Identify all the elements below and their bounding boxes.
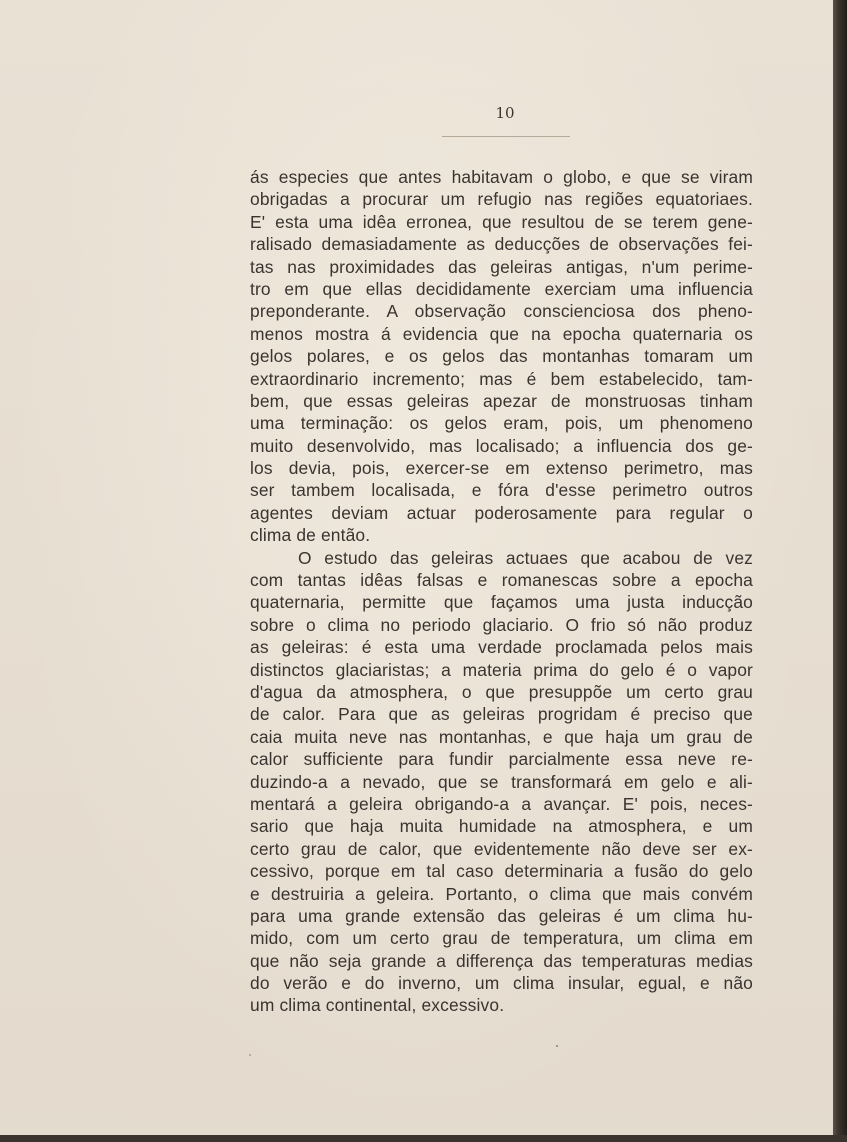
text-line: menos mostra á evidencia que na epocha quaternaria os — [250, 323, 753, 344]
text-line: as geleiras: é esta uma verdade proclamada pelos mais — [250, 637, 753, 658]
text-line: que não seja grande a differença das temperaturas medias — [250, 950, 753, 971]
text-line: distinctos glaciaristas; a materia prima do gelo é o vapor — [250, 659, 753, 680]
text-line: certo grau de calor, que evidentemente não deve ser ex- — [250, 838, 753, 859]
paragraph-1 — [250, 166, 753, 547]
text-line: muito desenvolvido, mas localisado; a influencia dos ge- — [250, 435, 753, 456]
text-line: preponderante. A observação conscienciosa dos pheno- — [250, 301, 753, 322]
text-line: caia muita neve nas montanhas, e que haja um grau de — [250, 726, 753, 747]
text-line: de calor. Para que as geleiras progridam é preciso que — [250, 704, 753, 725]
text-line: los devia, pois, exercer-se em extenso perimetro, mas — [250, 458, 753, 479]
text-line: e destruiria a geleira. Portanto, o clima que mais convém — [250, 883, 753, 904]
text-line: um clima continental, excessivo. — [250, 995, 505, 1016]
text-line: mentará a geleira obrigando-a a avançar. E' pois, neces- — [250, 793, 753, 814]
text-line: calor sufficiente para fundir parcialmente essa neve re- — [250, 749, 753, 770]
text-line: mido, com um certo grau de temperatura, um clima em — [250, 928, 753, 949]
text-line: uma terminação: os gelos eram, pois, um phenomeno — [250, 413, 753, 434]
page-number: 10 — [495, 104, 515, 122]
text-line: cessivo, porque em tal caso determinaria a fusão do gelo — [250, 861, 753, 882]
text-line: duzindo-a a nevado, que se transformará em gelo e ali- — [250, 771, 753, 792]
text-line: do verão e do inverno, um clima insular, egual, e não — [250, 973, 753, 994]
paragraph-2 — [250, 547, 753, 1017]
text-line: d'agua da atmosphera, o que presuppõe um certo grau — [250, 681, 753, 702]
paper-speck — [249, 1054, 251, 1056]
body-text — [250, 166, 753, 1017]
text-line: gelos polares, e os gelos das montanhas tomaram um — [250, 346, 753, 367]
page-bottom-edge — [0, 1135, 847, 1142]
page-edge — [833, 0, 847, 1142]
header-rule — [442, 136, 570, 137]
text-line: tro em que ellas decididamente exerciam uma influencia — [250, 278, 753, 299]
text-line: ralisado demasiadamente as deducções de observações fei- — [250, 234, 753, 255]
text-line: E' esta uma idêa erronea, que resultou de se terem gene- — [250, 211, 753, 232]
text-line: bem, que essas geleiras apezar de monstruosas tinham — [250, 390, 753, 411]
text-line: para uma grande extensão das geleiras é um clima hu- — [250, 905, 753, 926]
text-line: ser tambem localisada, e fóra d'esse perimetro outros — [250, 480, 753, 501]
text-line: obrigadas a procurar um refugio nas regiões equatoriaes. — [250, 189, 753, 210]
text-line: tas nas proximidades das geleiras antigas, n'um perime- — [250, 256, 753, 277]
text-line: ás especies que antes habitavam o globo, e que se viram — [250, 167, 753, 187]
text-line: extraordinario incremento; mas é bem estabelecido, tam- — [250, 368, 753, 389]
text-line: sobre o clima no periodo glaciario. O frio só não produz — [250, 614, 753, 635]
text-line: quaternaria, permitte que façamos uma justa inducção — [250, 592, 753, 613]
text-line: O estudo das geleiras actuaes que acabou de vez — [298, 547, 753, 568]
text-line: agentes deviam actuar poderosamente para regular o — [250, 502, 753, 523]
text-line: com tantas idêas falsas e romanescas sobre a epocha — [250, 570, 753, 591]
text-line: sario que haja muita humidade na atmosphera, e um — [250, 816, 753, 837]
paper-speck — [556, 1045, 558, 1047]
text-line: clima de então. — [250, 525, 371, 546]
